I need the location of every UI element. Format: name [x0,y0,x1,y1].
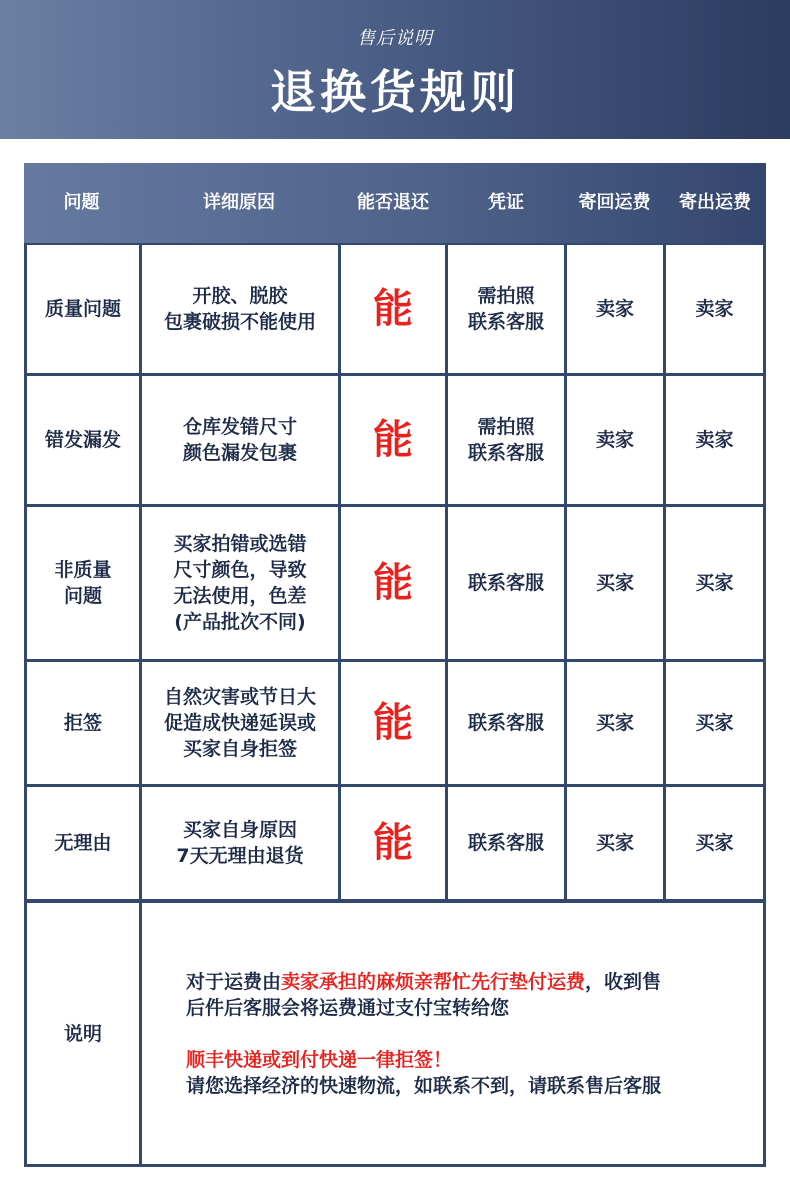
reason-text: 买家自身原因 7天无理由退货 [176,819,304,867]
header-reason: 详细原因 [203,192,275,213]
table-header [24,163,766,243]
header-proof: 凭证 [488,192,524,213]
returnable-text: 能 [373,286,413,332]
proof-cell: 联系客服 [448,507,564,659]
send-shipping-cell: 买家 [666,787,763,899]
returnable-text: 能 [373,417,413,463]
returnable-text: 能 [373,820,413,866]
reason-text: 自然灾害或节日大 促造成快递延误或 买家自身拒签 [163,686,316,760]
issue-text: 错发漏发 [44,429,121,451]
send-shipping-cell: 买家 [666,507,763,659]
banner-title: 退换货规则 [270,65,520,119]
reason-cell [142,376,338,504]
issue-cell [27,245,139,373]
return-rules-table [24,163,766,1167]
return-shipping-cell: 买家 [567,662,663,784]
proof-cell: 联系客服 [448,787,564,899]
return-shipping-cell: 买家 [567,787,663,899]
proof-cell [448,376,564,504]
reason-cell [142,662,338,784]
note-label: 说明 [27,903,139,1164]
issue-text: 非质量 问题 [54,559,112,607]
return-shipping-cell: 买家 [567,507,663,659]
issue-cell [27,507,139,659]
return-shipping-cell: 卖家 [567,376,663,504]
issue-text: 质量问题 [44,298,121,320]
note-line-3-warning: 顺丰快递或到付快递一律拒签！ [186,1048,453,1071]
send-shipping-cell: 卖家 [666,376,763,504]
note-line1-prefix: 对于运费由 [186,970,282,993]
return-shipping-cell: 卖家 [567,245,663,373]
proof-cell: 联系客服 [448,662,564,784]
note-content [142,903,763,1164]
header-send-shipping: 寄出运费 [679,192,751,213]
note-text [142,969,746,1099]
proof-text: 需拍照 联系客服 [467,416,544,464]
reason-cell [142,787,338,899]
proof-cell [448,245,564,373]
returnable-cell [341,662,445,784]
returnable-cell [341,507,445,659]
note-line1-suffix: ，收到售 [585,970,662,993]
returnable-text: 能 [373,700,413,746]
returnable-cell [341,376,445,504]
reason-cell [142,507,338,659]
returnable-cell [341,787,445,899]
header-banner [0,0,790,139]
banner-subtitle: 售后说明 [357,28,433,49]
header-returnable: 能否退还 [357,192,429,213]
issue-cell: 拒签 [27,662,139,784]
send-shipping-cell: 卖家 [666,245,763,373]
header-return-shipping: 寄回运费 [578,192,651,213]
issue-cell [27,376,139,504]
reason-text: 仓库发错尺寸 颜色漏发包裹 [182,416,297,464]
reason-text: 买家拍错或选错 尺寸颜色，导致 无法使用，色差 (产品批次不同) [173,533,307,633]
reason-text: 开胶、脱胶 包裹破损不能使用 [163,285,316,333]
note-line-2: 后件后客服会将运费通过支付宝转给您 [186,996,510,1019]
returnable-text: 能 [373,560,413,606]
send-shipping-cell: 买家 [666,662,763,784]
note-line1-highlight: 卖家承担的麻烦亲帮忙先行垫付运费 [281,970,586,993]
proof-text: 需拍照 联系客服 [467,285,544,333]
note-line-1 [186,969,746,995]
header-issue: 问题 [63,192,100,213]
note-line-4: 请您选择经济的快速物流，如联系不到，请联系售后客服 [186,1074,662,1097]
reason-cell [142,245,338,373]
returnable-cell [341,245,445,373]
issue-cell: 无理由 [27,787,139,899]
